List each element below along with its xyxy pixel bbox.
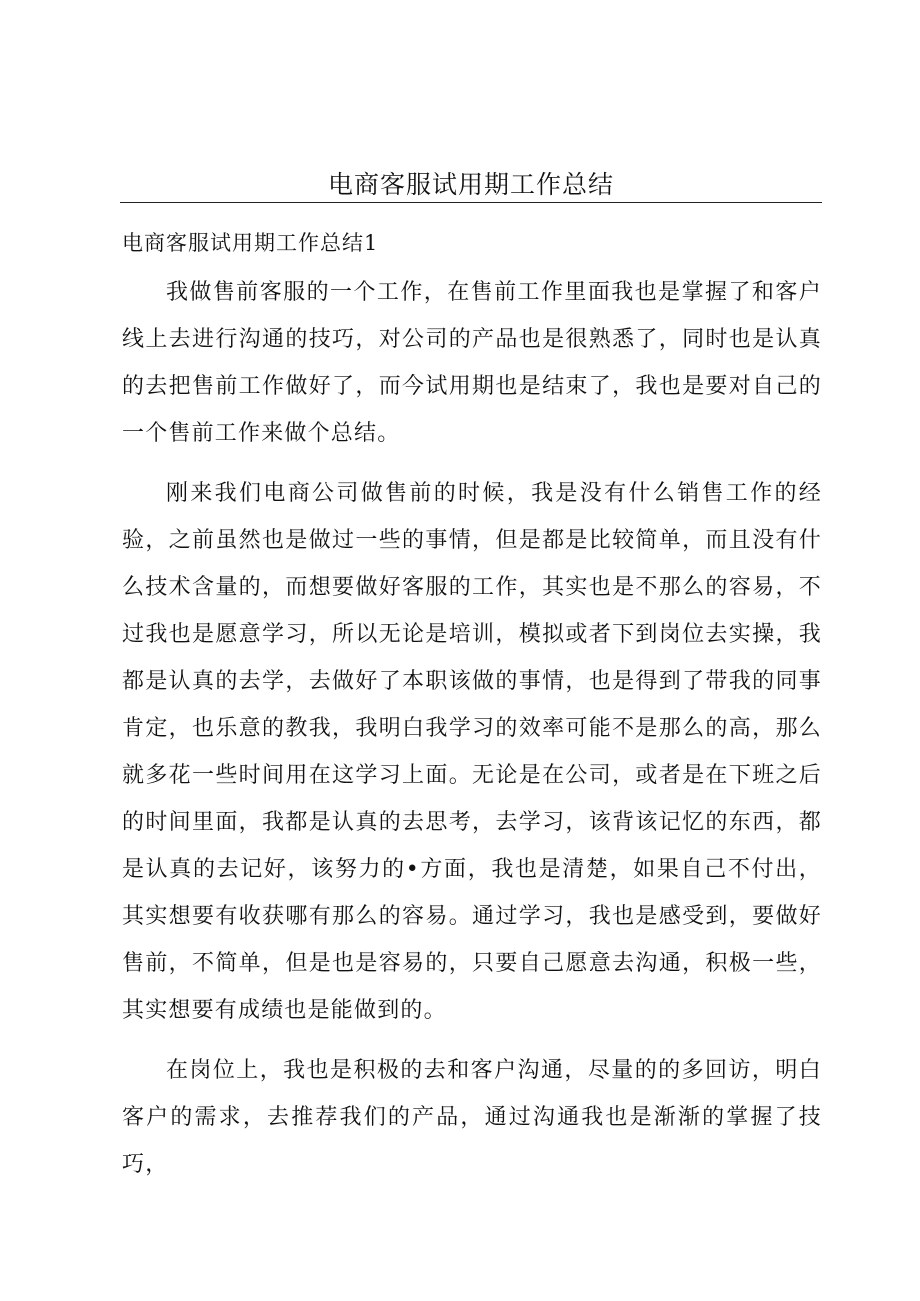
document-body: [122, 269, 822, 1201]
title-underline: [120, 202, 822, 203]
section-heading: 电商客服试用期工作总结1: [122, 231, 379, 255]
paragraph-1: 我做售前客服的一个工作，在售前工作里面我也是掌握了和客户线上去进行沟通的技巧，对公司的产品也是很熟悉了，同时也是认真的去把售前工作做好了，而今试用期也是结束了，我也是要对自己的一个售前工作来做个总结。: [122, 280, 822, 446]
document-title: 电商客服试用期工作总结: [327, 170, 614, 199]
paragraph-3: 在岗位上，我也是积极的去和客户沟通，尽量的的多回访，明白客户的需求，去推荐我们的产品，通过沟通我也是渐渐的掌握了技巧，: [122, 1058, 822, 1177]
paragraph-2: 刚来我们电商公司做售前的时候，我是没有什么销售工作的经验，之前虽然也是做过一些的事情，但是都是比较简单，而且没有什么技术含量的，而想要做好客服的工作，其实也是不那么的容易，不过我也是愿意学习，所以无论是培训，模拟或者下到岗位去实操，我都是认真的去学，去做好了本职该做的事情，也是得到了带我的同事肯定，也乐意的教我，我明白我学习的效率可能不是那么的高，那么就多花一些时间用在这学习上面。无论是在公司，或者是在下班之后的时间里面，我都是认真的去思考，去学习，该背该记忆的东西，都是认真的去记好，该努力的•方面，我也是清楚，如果自己不付出，其实想要有收获哪有那么的容易。通过学习，我也是感受到，要做好售前，不简单，但是也是容易的，只要自己愿意去沟通，积极一些，其实想要有成绩也是能做到的。: [122, 481, 822, 1023]
